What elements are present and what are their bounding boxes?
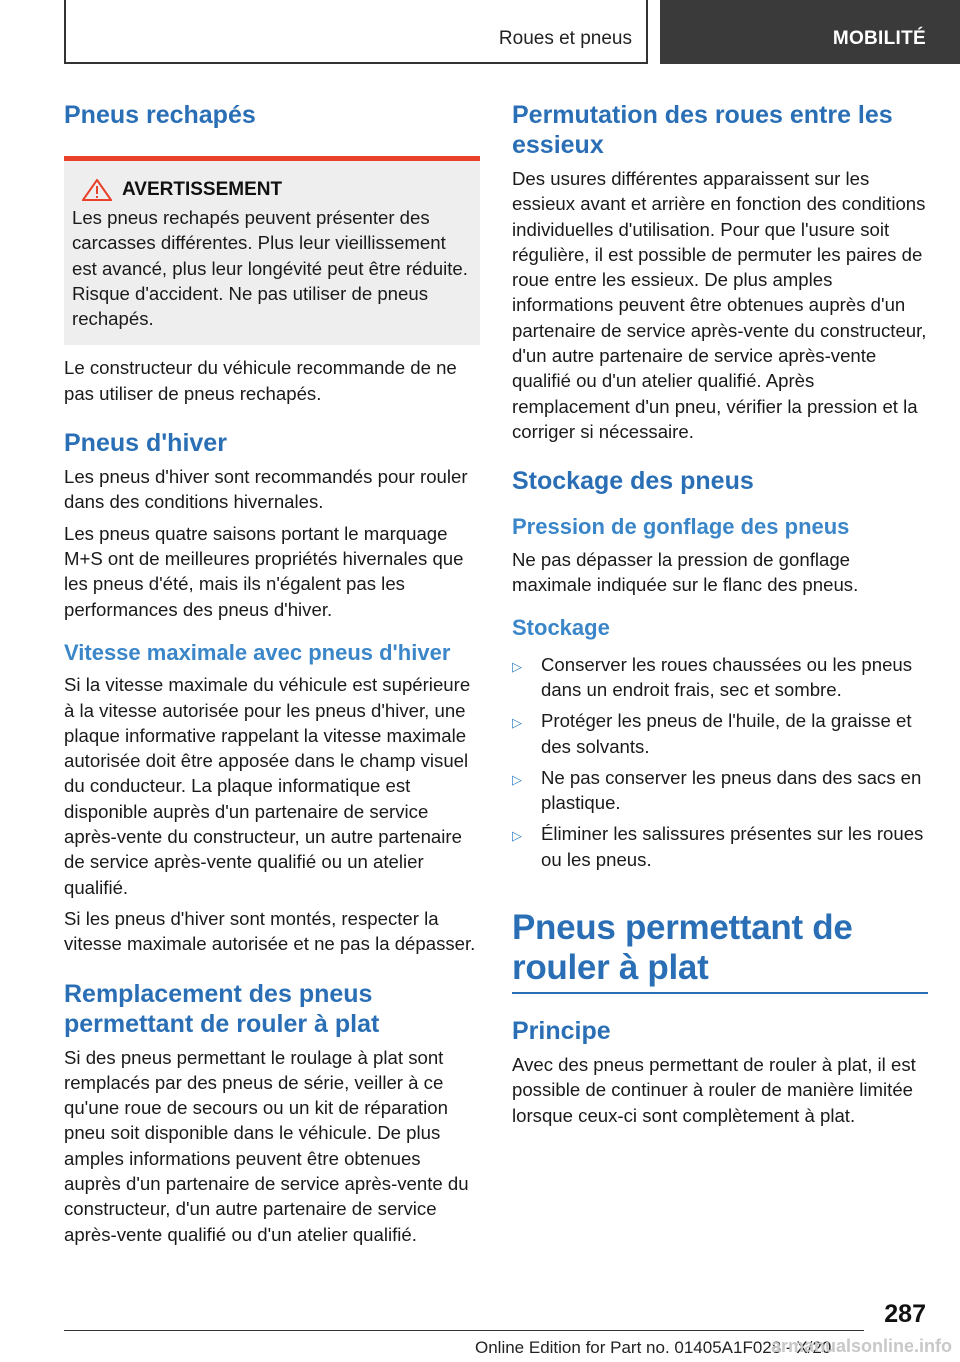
- heading-stock: Stockage: [512, 615, 610, 641]
- bullet-triangle-icon: ▷: [512, 715, 522, 731]
- footer-edition: Online Edition for Part no. 01405A1F028 - X/20: [475, 1338, 832, 1357]
- header-section-box: [64, 0, 648, 64]
- replace-paragraph: Si des pneus permettant le roulage à plat sont remplacés par des pneus de série, veiller à ce qu'une roue de secours ou un kit de réparation pneu soit disponible dans le véhicule. De plus amples informations peuvent être obtenues auprès d'un partenaire de service après-vente du constructeur, d'un autre partenaire de service après-vente qualifié ou d'un atelier qualifié.: [64, 1046, 469, 1245]
- left-column: [64, 100, 480, 1247]
- speed-paragraph-1: Si la vitesse maximale du véhicule est supérieure à la vitesse autorisée pour les pneus d'hiver, une plaque informative rappelant la vitesse maximale autorisée doit être apposée dans le champ visuel du conducteur. La plaque informatique est disponible auprès d'un partenaire de service après-vente du constructeur, un autre partenaire de service après-vente qualifié ou un atelier qualifié.: [64, 674, 471, 898]
- section-title: Roues et pneus: [498, 28, 632, 49]
- warning-header: [72, 179, 472, 201]
- watermark-logo: armanualsonline.info: [770, 1336, 952, 1356]
- list-item: ▷ Protéger les pneus de l'huile, de la graisse et des solvants.: [512, 708, 928, 759]
- heading-rotation: Permutation des roues entre les essieux: [512, 101, 893, 159]
- warning-box: [64, 156, 480, 345]
- heading-principle: Principe: [512, 1017, 611, 1046]
- warning-label: AVERTISSEMENT: [122, 179, 283, 200]
- footer-rule: [64, 1330, 864, 1331]
- heading-pressure: Pression de gonflage des pneus: [512, 514, 850, 540]
- bullet-triangle-icon: ▷: [512, 771, 522, 787]
- rotation-paragraph: Des usures différentes apparaissent sur les essieux avant et arrière en fonction des conditions individuelles d'utilisation. Pour que l'usure soit régulière, il est possible de permuter les paires de roue entre les essieux. De plus amples informations peuvent être obtenues auprès d'un partenaire de service après-vente du constructeur, d'un autre partenaire de service après-vente qualifié ou d'un atelier qualifié. Après remplacement d'un pneu, vérifier la pression et la corriger si nécessaire.: [512, 168, 927, 442]
- pressure-paragraph: Ne pas dépasser la pression de gonflage maximale indiquée sur le flanc des pneus.: [512, 548, 859, 595]
- storage-list: [512, 652, 928, 872]
- warning-triangle-icon: [82, 179, 112, 201]
- heading-retread: Pneus rechapés: [64, 101, 256, 129]
- bullet-triangle-icon: ▷: [512, 828, 522, 844]
- list-item: ▷ Conserver les roues chaussées ou les pneus dans un endroit frais, sec et sombre.: [512, 652, 928, 703]
- bullet-triangle-icon: ▷: [512, 658, 522, 674]
- heading-runflat: Pneus permettant de rouler à plat: [512, 908, 853, 988]
- winter-paragraph-1: Les pneus d'hiver sont recommandés pour rouler dans des conditions hivernales.: [64, 466, 468, 513]
- right-column: [512, 100, 928, 1128]
- heading-runflat-replace: Remplacement des pneus permettant de rouler à plat: [64, 979, 380, 1038]
- page-number: 287: [884, 1300, 926, 1328]
- principle-paragraph: Avec des pneus permettant de rouler à plat, il est possible de continuer à rouler de manière limitée lorsque ceux-ci sont complètement à plat.: [512, 1054, 916, 1126]
- header-chapter-box: [660, 0, 960, 64]
- heading-storage: Stockage des pneus: [512, 467, 754, 496]
- list-item: ▷ Ne pas conserver les pneus dans des sacs en plastique.: [512, 765, 928, 816]
- speed-paragraph-2: Si les pneus d'hiver sont montés, respecter la vitesse maximale autorisée et ne pas la dépasser.: [64, 907, 476, 955]
- chapter-title: MOBILITÉ: [832, 28, 926, 49]
- retread-paragraph: Le constructeur du véhicule recommande de ne pas utiliser de pneus rechapés.: [64, 357, 457, 404]
- winter-paragraph-2: Les pneus quatre saisons portant le marquage M+S ont de meilleures propriétés hivernales que les pneus d'été, mais ils n'égalent pas les performances des pneus d'hiver.: [64, 522, 464, 620]
- heading-winter-speed: Vitesse maximale avec pneus d'hiver: [64, 639, 451, 665]
- list-item: ▷ Éliminer les salissures présentes sur les roues ou les pneus.: [512, 821, 928, 872]
- warning-text: Les pneus rechapés peuvent présenter des carcasses différentes. Plus leur vieillissement est avancé, plus leur longévité peut être réduite. Risque d'accident. Ne pas utiliser de pneus rechapés.: [72, 207, 468, 330]
- heading-winter: Pneus d'hiver: [64, 429, 227, 458]
